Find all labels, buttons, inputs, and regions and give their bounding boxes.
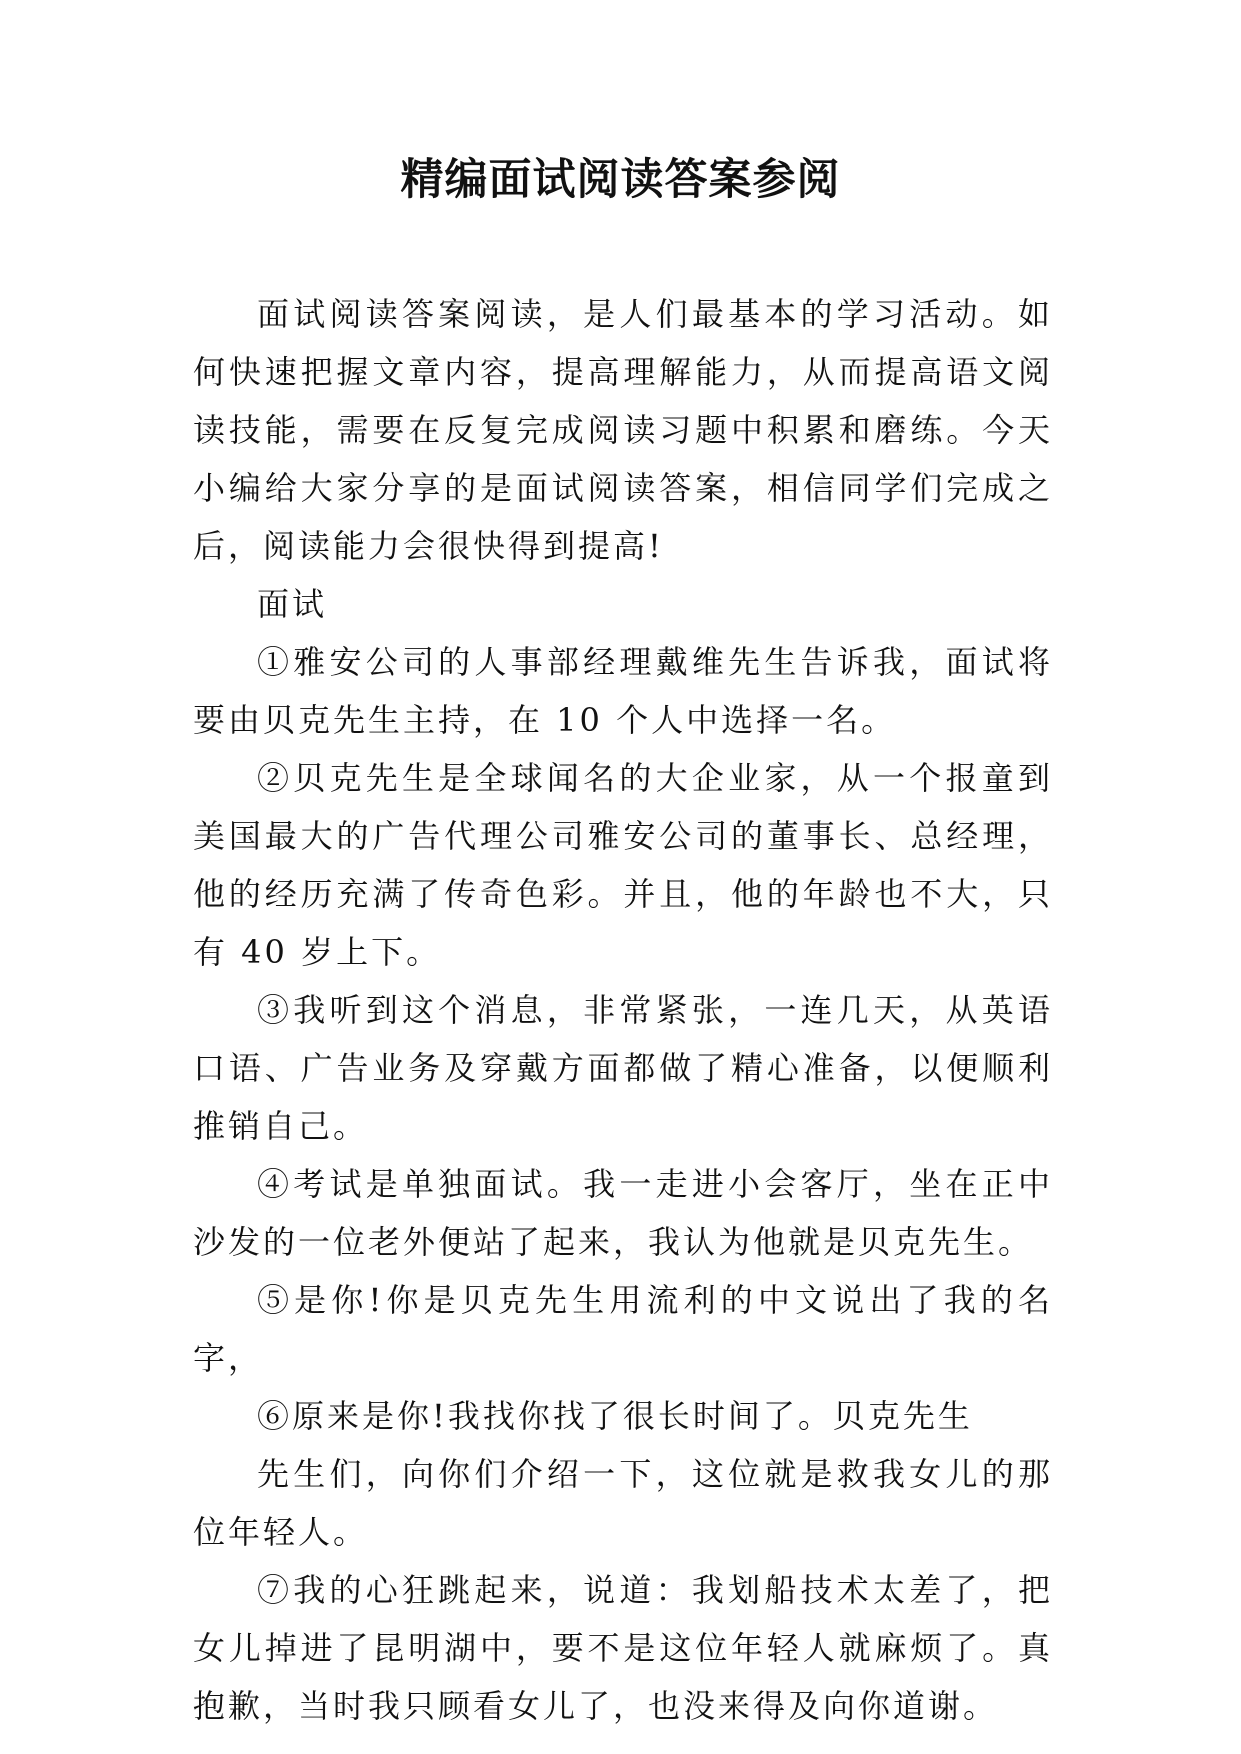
- paragraph-6: ⑥原来是你!我找你找了很长时间了。贝克先生: [257, 1397, 973, 1435]
- paragraph-6-continued: 先生们，向你们介绍一下，这位就是救我女儿的那位年轻人。: [193, 1455, 1053, 1551]
- document-title: 精编面试阅读答案参阅: [400, 155, 841, 205]
- paragraph-2: ②贝克先生是全球闻名的大企业家，从一个报童到美国最大的广告代理公司雅安公司的董事长、总经理，他的经历充满了传奇色彩。并且，他的年龄也不大，只有 40 岁上下。: [193, 759, 1053, 971]
- section-heading: 面试: [257, 585, 328, 623]
- document-body: [193, 285, 1053, 1735]
- intro-paragraph: 面试阅读答案阅读，是人们最基本的学习活动。如何快速把握文章内容，提高理解能力，从而提高语文阅读技能，需要在反复完成阅读习题中积累和磨练。今天小编给大家分享的是面试阅读答案，相信同学们完成之后，阅读能力会很快得到提高!: [193, 295, 1053, 565]
- paragraph-4: ④考试是单独面试。我一走进小会客厅，坐在正中沙发的一位老外便站了起来，我认为他就是贝克先生。: [193, 1165, 1053, 1261]
- paragraph-7: ⑦我的心狂跳起来，说道：我划船技术太差了，把女儿掉进了昆明湖中，要不是这位年轻人就麻烦了。真抱歉，当时我只顾看女儿了，也没来得及向你道谢。: [193, 1571, 1053, 1725]
- paragraph-3: ③我听到这个消息，非常紧张，一连几天，从英语口语、广告业务及穿戴方面都做了精心准备，以便顺利推销自己。: [193, 991, 1053, 1145]
- paragraph-1: ①雅安公司的人事部经理戴维先生告诉我，面试将要由贝克先生主持，在 10 个人中选择一名。: [193, 643, 1053, 739]
- paragraph-5: ⑤是你!你是贝克先生用流利的中文说出了我的名字，: [193, 1281, 1053, 1377]
